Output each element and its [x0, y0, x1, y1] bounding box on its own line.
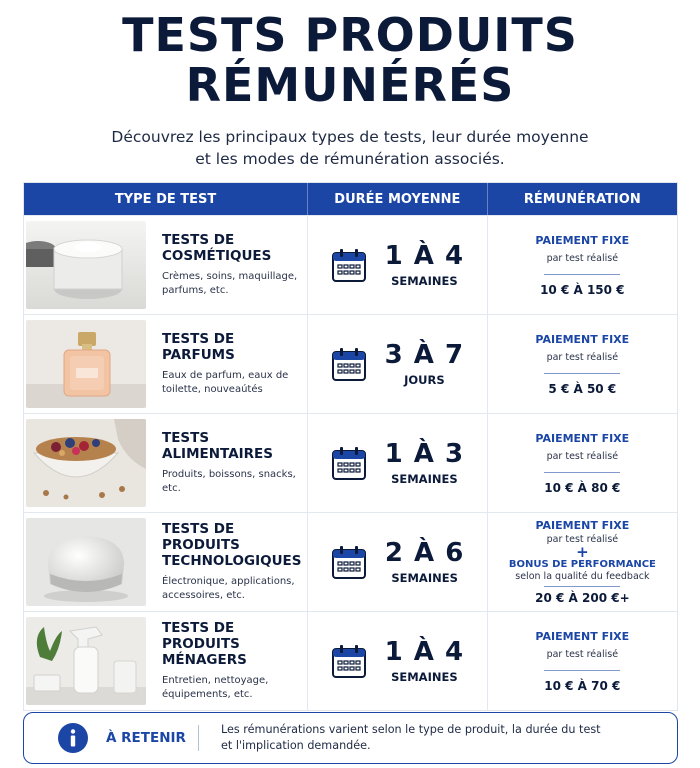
pay-subtext: par test réalisé: [546, 534, 619, 545]
note-text-line-1: Les rémunérations varient selon le type de produit, la durée du test: [221, 723, 601, 736]
header-pay: RÉMUNÉRATION: [523, 191, 641, 207]
pay-subtext: par test réalisé: [546, 648, 619, 660]
calendar-icon: [331, 445, 367, 481]
divider: [544, 670, 620, 671]
title-line-2: RÉMUNÉRÉS: [185, 58, 515, 112]
table-header: [24, 183, 677, 215]
spray-bottle-photo: [26, 617, 146, 705]
calendar-icon: [331, 346, 367, 382]
info-icon: [58, 723, 88, 753]
test-description: Électronique, applications, accessoires, etc.: [162, 576, 295, 601]
note-box: [23, 712, 678, 764]
test-name: TESTS DE PRODUITS MÉNAGERS: [162, 620, 247, 668]
subtitle-line-1: Découvrez les principaux types de tests, leur durée moyenne: [111, 128, 589, 146]
divider: [544, 274, 620, 275]
test-description: Eaux de parfum, eaux de toilette, nouveaútés: [162, 370, 289, 395]
test-name: TESTS DE COSMÉTIQUES: [162, 232, 272, 264]
bonus-subtext: selon la qualité du feedback: [515, 571, 650, 582]
table-row: [24, 215, 677, 314]
pay-label: PAIEMENT FIXE: [535, 629, 630, 643]
duration-range: 2 À 6: [384, 538, 465, 568]
pay-label: PAIEMENT FIXE: [535, 332, 630, 346]
duration-unit: JOURS: [404, 373, 445, 387]
duration-unit: SEMAINES: [391, 472, 458, 486]
pay-subtext: par test réalisé: [546, 252, 619, 264]
table-row: [24, 611, 677, 710]
granola-bowl-photo: [26, 419, 146, 507]
page-title: [0, 0, 700, 110]
calendar-icon: [331, 247, 367, 283]
divider: [544, 373, 620, 374]
pay-subtext: par test réalisé: [546, 450, 619, 462]
pay-amount: 20 € À 200 €+: [535, 591, 630, 605]
table-row: [24, 413, 677, 512]
bonus-label: BONUS DE PERFORMANCE: [508, 559, 656, 570]
test-description: Produits, boissons, snacks, etc.: [162, 469, 296, 494]
duration-unit: SEMAINES: [391, 274, 458, 288]
pay-label: PAIEMENT FIXE: [535, 431, 630, 445]
duration-unit: SEMAINES: [391, 571, 458, 585]
test-description: Crèmes, soins, maquillage, parfums, etc.: [162, 271, 298, 296]
pay-amount: 10 € À 150 €: [540, 282, 625, 297]
smart-speaker-photo: [26, 518, 146, 606]
tests-table: [23, 182, 678, 711]
perfume-bottle-photo: [26, 320, 146, 408]
pay-label: PAIEMENT FIXE: [535, 519, 630, 532]
pay-amount: 5 € À 50 €: [548, 381, 617, 396]
duration-unit: SEMAINES: [391, 670, 458, 684]
title-line-1: TESTS PRODUITS: [122, 8, 578, 62]
table-row: [24, 512, 677, 611]
plus-sign: +: [576, 543, 589, 561]
note-text: [221, 722, 601, 754]
pay-amount: 10 € À 70 €: [544, 678, 621, 693]
calendar-icon: [331, 643, 367, 679]
pay-amount: 10 € À 80 €: [544, 480, 621, 495]
note-text-line-2: et l'implication demandée.: [221, 739, 371, 752]
page-subtitle: [0, 126, 700, 170]
duration-range: 1 À 4: [384, 241, 465, 271]
divider: [544, 586, 620, 587]
divider: [544, 472, 620, 473]
test-name: TESTS ALIMENTAIRES: [162, 430, 273, 462]
note-title: À RETENIR: [106, 730, 186, 746]
duration-range: 1 À 3: [384, 439, 465, 469]
pay-label: PAIEMENT FIXE: [535, 233, 630, 247]
cream-jar-photo: [26, 221, 146, 309]
table-row: [24, 314, 677, 413]
duration-range: 3 À 7: [384, 340, 465, 370]
duration-range: 1 À 4: [384, 637, 465, 667]
note-divider: [198, 725, 199, 751]
header-type: TYPE DE TEST: [24, 183, 308, 215]
header-duration: DURÉE MOYENNE: [308, 183, 487, 215]
test-name: TESTS DE PRODUITS TECHNOLOGIQUES: [162, 521, 302, 569]
pay-subtext: par test réalisé: [546, 351, 619, 363]
test-description: Entretien, nettoyage, équipements, etc.: [162, 675, 269, 700]
subtitle-line-2: et les modes de rémunération associés.: [195, 150, 505, 168]
test-name: TESTS DE PARFUMS: [162, 331, 235, 363]
calendar-icon: [331, 544, 367, 580]
